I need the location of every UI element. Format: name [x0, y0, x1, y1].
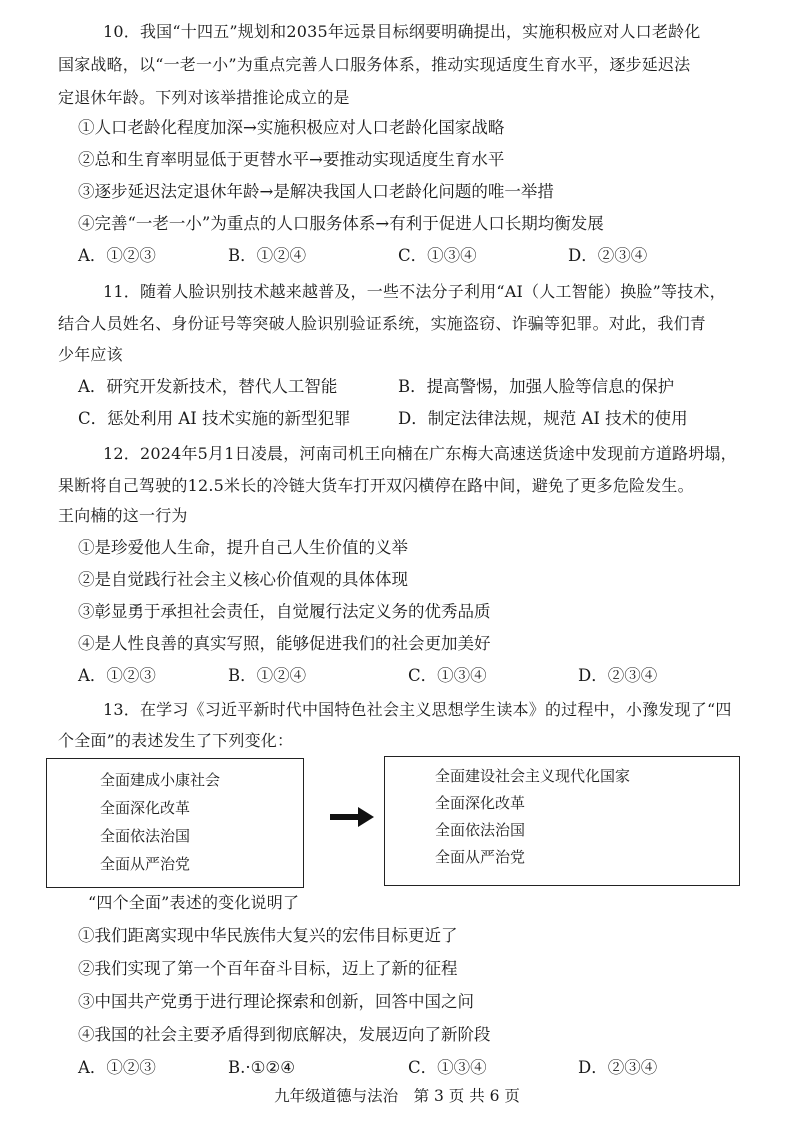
q10-line-3: 定退休年龄。下列对该举措推论成立的是 [58, 88, 350, 107]
after-item-2: 全面深化改革 [435, 794, 526, 812]
q13-statement-2: ②我们实现了第一个百年奋斗目标，迈上了新的征程 [78, 959, 458, 978]
q12-statement-2: ②是自觉践行社会主义核心价值观的具体体现 [78, 570, 408, 589]
four-comprehensives-before-box [46, 758, 304, 888]
before-item-1: 全面建成小康社会 [100, 771, 221, 789]
q12-option-a: A．①②③ [78, 666, 156, 685]
q11-line-3: 少年应该 [58, 345, 123, 364]
q13-option-d: D．②③④ [578, 1058, 658, 1077]
four-comprehensives-after-box [384, 756, 740, 886]
q13-line-2: 个全面”的表述发生了下列变化： [58, 731, 294, 750]
right-arrow-icon [330, 804, 374, 830]
q13-option-b: B.·①②④ [228, 1058, 295, 1077]
q13-statement-1: ①我们距离实现中华民族伟大复兴的宏伟目标更近了 [78, 926, 458, 945]
q10-line-2: 国家战略，以“一老一小”为重点完善人口服务体系，推动实现适度生育水平，逐步延迟法 [58, 55, 691, 74]
q10-statement-2: ②总和生育率明显低于更替水平→要推动实现适度生育水平 [78, 150, 505, 169]
q12-line-3: 王向楠的这一行为 [58, 506, 188, 525]
q12-statement-1: ①是珍爱他人生命，提升自己人生价值的义举 [78, 538, 408, 557]
q12-option-b: B．①②④ [228, 666, 307, 685]
q12-line-2: 果断将自己驾驶的12.5米长的冷链大货车打开双闪横停在路中间，避免了更多危险发生。 [58, 476, 694, 495]
before-item-4: 全面从严治党 [100, 855, 191, 873]
after-item-4: 全面从严治党 [435, 848, 526, 866]
q13-line-1: 13．在学习《习近平新时代中国特色社会主义思想学生读本》的过程中，小豫发现了“四 [103, 700, 732, 719]
before-item-3: 全面依法治国 [100, 827, 191, 845]
q12-option-c: C．①③④ [408, 666, 487, 685]
q10-option-b: B．①②④ [228, 246, 307, 265]
q12-option-d: D．②③④ [578, 666, 658, 685]
q10-option-c: C．①③④ [398, 246, 477, 265]
q11-option-c: C．惩处利用 AI 技术实施的新型犯罪 [78, 409, 351, 428]
after-item-1: 全面建设社会主义现代化国家 [435, 767, 631, 785]
q11-line-1: 11．随着人脸识别技术越来越普及，一些不法分子利用“AI（人工智能）换脸”等技术， [103, 282, 726, 301]
q10-option-d: D．②③④ [568, 246, 648, 265]
q12-statement-3: ③彰显勇于承担社会责任，自觉履行法定义务的优秀品质 [78, 602, 491, 621]
q12-statement-4: ④是人性良善的真实写照，能够促进我们的社会更加美好 [78, 634, 491, 653]
q11-option-b: B．提高警惕，加强人脸等信息的保护 [398, 377, 675, 396]
q10-option-a: A．①②③ [78, 246, 156, 265]
q12-line-1: 12．2024年5月1日凌晨，河南司机王向楠在广东梅大高速送货途中发现前方道路坍塌， [103, 444, 737, 463]
q13-stem: “四个全面”表述的变化说明了 [88, 893, 300, 912]
page-footer: 九年级道德与法治 第 3 页 共 6 页 [274, 1087, 520, 1105]
q10-statement-4: ④完善“一老一小”为重点的人口服务体系→有利于促进人口长期均衡发展 [78, 214, 604, 233]
q11-option-a: A．研究开发新技术，替代人工智能 [78, 377, 338, 396]
q13-option-a: A．①②③ [78, 1058, 156, 1077]
q10-statement-3: ③逐步延迟法定退休年龄→是解决我国人口老龄化问题的唯一举措 [78, 182, 554, 201]
q11-option-d: D．制定法律法规，规范 AI 技术的使用 [398, 409, 688, 428]
before-item-2: 全面深化改革 [100, 799, 191, 817]
q11-line-2: 结合人员姓名、身份证号等突破人脸识别验证系统，实施盗窃、诈骗等犯罪。对此，我们青 [58, 314, 707, 333]
q13-statement-4: ④我国的社会主要矛盾得到彻底解决，发展迈向了新阶段 [78, 1025, 491, 1044]
q13-statement-3: ③中国共产党勇于进行理论探索和创新，回答中国之问 [78, 992, 474, 1011]
q13-option-c: C．①③④ [408, 1058, 487, 1077]
after-item-3: 全面依法治国 [435, 821, 526, 839]
q10-statement-1: ①人口老龄化程度加深→实施积极应对人口老龄化国家战略 [78, 118, 505, 137]
q10-line-1: 10．我国“十四五”规划和2035年远景目标纲要明确提出，实施积极应对人口老龄化 [103, 22, 701, 41]
